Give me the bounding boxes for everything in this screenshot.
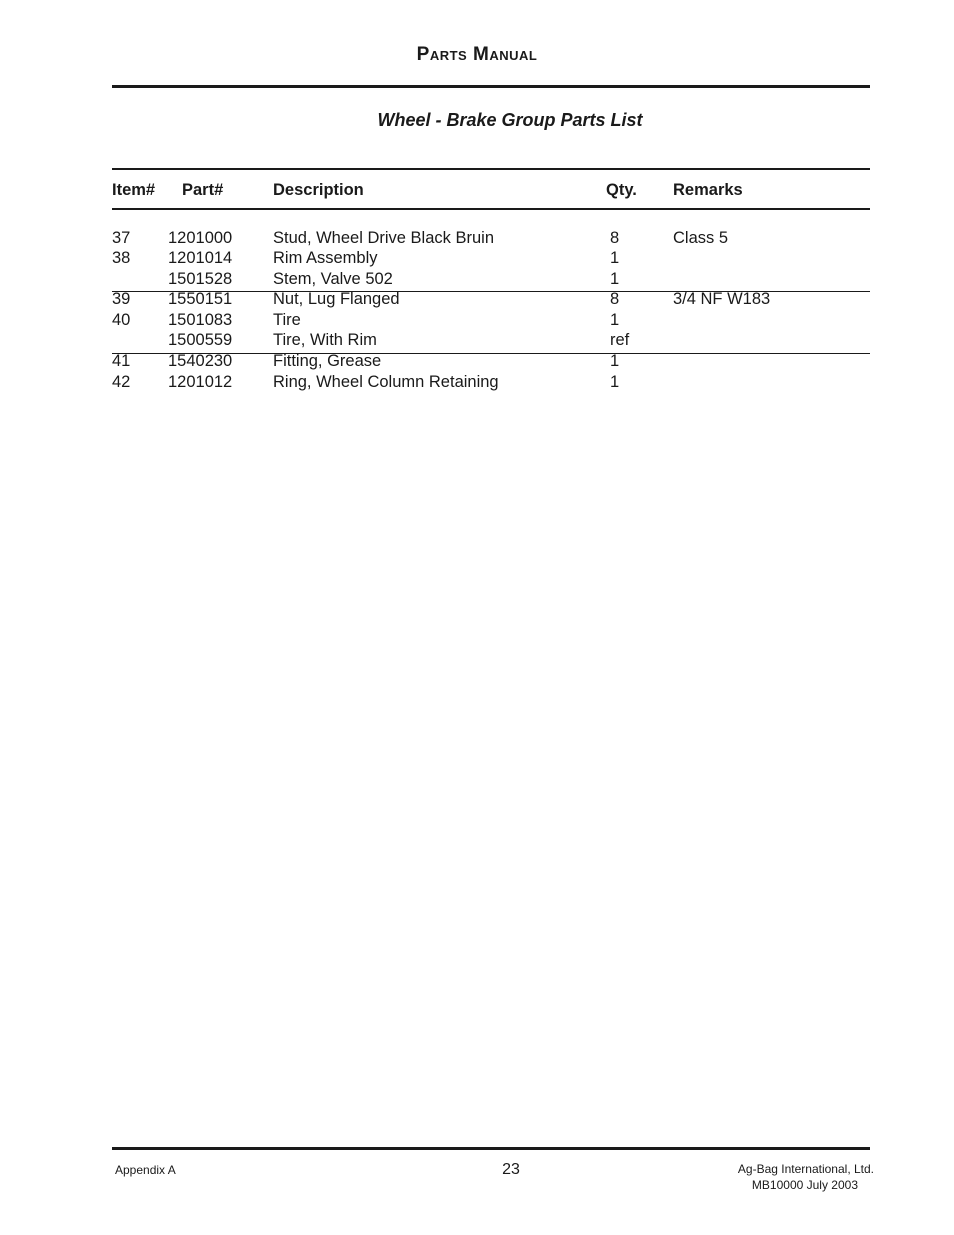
cell-item: 42 bbox=[112, 373, 131, 391]
cell-item: 41 bbox=[112, 352, 131, 370]
header-item: Item# bbox=[112, 181, 156, 199]
cell-qty: 1 bbox=[610, 352, 620, 370]
cell-qty: 8 bbox=[610, 229, 620, 247]
cell-qty: 1 bbox=[610, 270, 620, 288]
table-row bbox=[0, 290, 954, 310]
cell-item: 40 bbox=[112, 311, 131, 329]
table-row bbox=[0, 270, 954, 290]
header-qty: Qty. bbox=[606, 181, 637, 199]
cell-remarks: 3/4 NF W183 bbox=[673, 290, 771, 308]
header-description: Description bbox=[273, 181, 364, 199]
footer-rule bbox=[112, 1147, 870, 1150]
page-header-title: Parts Manual bbox=[416, 44, 538, 65]
table-header-rule bbox=[112, 208, 870, 210]
header-part: Part# bbox=[182, 181, 224, 199]
footer-publisher bbox=[680, 1161, 874, 1193]
table-row bbox=[0, 373, 954, 393]
cell-description: Fitting, Grease bbox=[273, 352, 382, 370]
cell-part: 1201000 bbox=[168, 229, 233, 247]
cell-part: 1501528 bbox=[168, 270, 233, 288]
cell-qty: 1 bbox=[610, 373, 620, 391]
page-number: 23 bbox=[502, 1161, 520, 1178]
header-remarks: Remarks bbox=[673, 181, 743, 199]
table-row bbox=[0, 352, 954, 372]
cell-qty: 1 bbox=[610, 249, 620, 267]
cell-description: Tire bbox=[273, 311, 301, 329]
table-row bbox=[0, 229, 954, 249]
header-rule bbox=[112, 85, 870, 88]
table-row bbox=[0, 331, 954, 351]
cell-description: Tire, With Rim bbox=[273, 331, 377, 349]
cell-description: Stem, Valve 502 bbox=[273, 270, 393, 288]
cell-part: 1550151 bbox=[168, 290, 233, 308]
cell-part: 1540230 bbox=[168, 352, 233, 370]
footer-doc-ref: MB10000 July 2003 bbox=[751, 1178, 858, 1192]
cell-qty: 1 bbox=[610, 311, 620, 329]
footer-company: Ag-Bag International, Ltd. bbox=[737, 1162, 874, 1176]
cell-description: Ring, Wheel Column Retaining bbox=[273, 373, 499, 391]
cell-qty: ref bbox=[610, 331, 630, 349]
cell-part: 1201014 bbox=[168, 249, 233, 267]
cell-part: 1501083 bbox=[168, 311, 233, 329]
table-row bbox=[0, 311, 954, 331]
table-top-rule bbox=[112, 168, 870, 170]
cell-item: 37 bbox=[112, 229, 131, 247]
cell-qty: 8 bbox=[610, 290, 620, 308]
footer-section-label: Appendix A bbox=[115, 1163, 176, 1177]
section-title: Wheel - Brake Group Parts List bbox=[377, 110, 643, 130]
cell-description: Rim Assembly bbox=[273, 249, 378, 267]
cell-part: 1500559 bbox=[168, 331, 233, 349]
cell-remarks: Class 5 bbox=[673, 229, 729, 247]
cell-item: 39 bbox=[112, 290, 131, 308]
cell-part: 1201012 bbox=[168, 373, 233, 391]
cell-description: Nut, Lug Flanged bbox=[273, 290, 400, 308]
cell-item: 38 bbox=[112, 249, 131, 267]
table-row bbox=[0, 249, 954, 269]
cell-description: Stud, Wheel Drive Black Bruin bbox=[273, 229, 495, 247]
